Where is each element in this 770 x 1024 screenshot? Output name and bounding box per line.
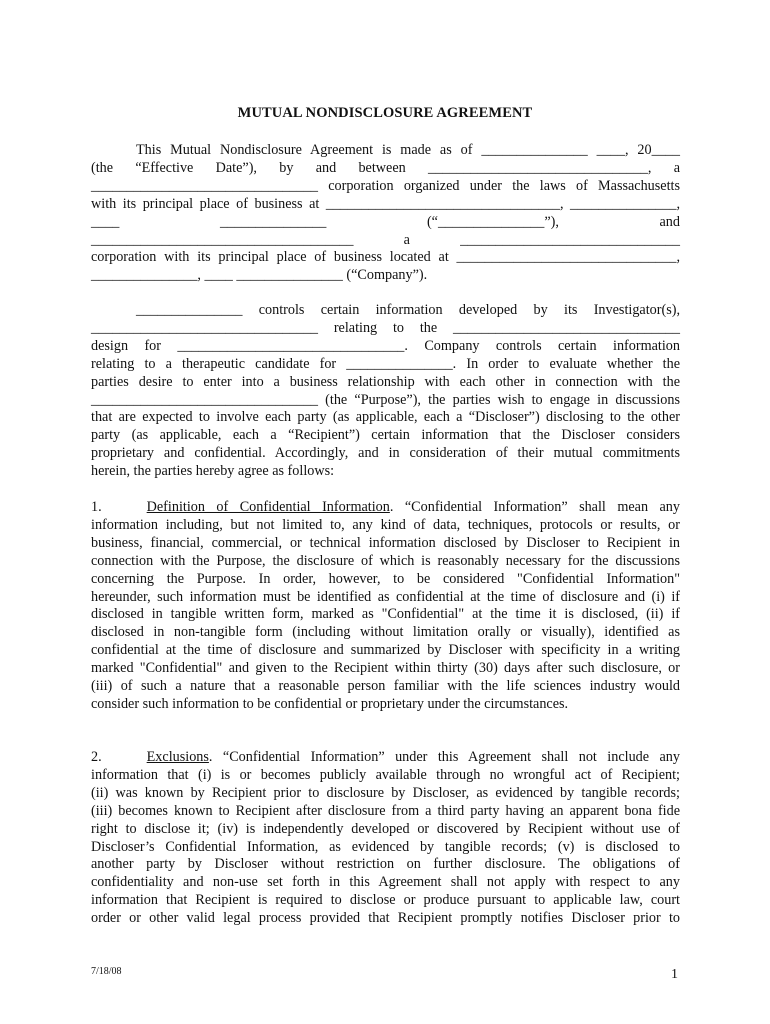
purpose-line: _______________ controls certain information developed by its Investigator(s), bbox=[136, 302, 680, 318]
intro-line: corporation with its principal place of business located at _______________________________, bbox=[91, 249, 680, 266]
section-2-line: another party by Discloser without restriction on further disclosure. The obligations of bbox=[91, 856, 680, 873]
section-2-line: information that Recipient is required to disclose or produce pursuant to applicable law, court bbox=[91, 892, 680, 909]
section-2-first-line bbox=[91, 749, 680, 767]
section-2-line: information that (i) is or becomes publicly available through no wrongful act of Recipient; bbox=[91, 766, 680, 783]
purpose-line: ________________________________ (the “Purpose”), the parties wish to engage in discussions bbox=[91, 391, 680, 408]
intro-line: ____ _______________ (“_______________”), and bbox=[91, 213, 680, 230]
intro-line: _____________________________________ a _______________________________ bbox=[91, 231, 680, 248]
purpose-line: relating to a therapeutic candidate for _______________. In order to evaluate whether the bbox=[91, 355, 680, 372]
section-2-line: confidentiality and non-use set forth in this Agreement shall not apply with respect to any bbox=[91, 874, 680, 891]
section-1-number: 1. bbox=[91, 499, 102, 515]
intro-line: _______________, ____ _______________ (“Company”). bbox=[91, 267, 428, 284]
section-1-heading: Definition of Confidential Information bbox=[146, 499, 390, 515]
purpose-line: herein, the parties hereby agree as follows: bbox=[91, 463, 335, 480]
purpose-line: proprietary and confidential. Accordingly, and in consideration of their mutual commitments bbox=[91, 445, 680, 462]
section-1-first-line-text: . “Confidential Information” shall mean any bbox=[389, 499, 680, 515]
intro-line: with its principal place of business at _________________________________, _______________, bbox=[91, 195, 680, 212]
section-1-line: consider such information to be confidential or proprietary under the circumstances. bbox=[91, 695, 569, 712]
purpose-line: that are expected to involve each party (as applicable, each a “Discloser”) disclosing to the other bbox=[91, 409, 680, 426]
document-title: MUTUAL NONDISCLOSURE AGREEMENT bbox=[237, 105, 533, 121]
section-2 bbox=[91, 749, 680, 928]
intro-line: (the “Effective Date”), by and between _______________________________, a bbox=[91, 159, 680, 176]
section-2-line: right to disclose it; (iv) is independently developed or discovered by Recipient without use of bbox=[91, 820, 680, 837]
section-1-line: (iii) of such a nature that a reasonable person familiar with the life sciences industry would bbox=[91, 678, 680, 695]
section-2-line: (ii) was known by Recipient prior to disclosure by Discloser, as evidenced by tangible records; bbox=[91, 784, 680, 801]
purpose-paragraph bbox=[91, 302, 680, 481]
purpose-line: ________________________________ relating to the ________________________________ bbox=[91, 319, 680, 336]
intro-line: ________________________________ corporation organized under the laws of Massachusetts bbox=[91, 177, 680, 194]
section-1-line: confidential at the time of disclosure and summarized by Discloser with specificity in a writing bbox=[91, 642, 680, 659]
section-1-line: concerning the Purpose. In order, however, to be considered "Confidential Information" bbox=[91, 570, 680, 587]
footer-date: 7/18/08 bbox=[91, 966, 122, 977]
section-2-first-line-text: . “Confidential Information” under this Agreement shall not include any bbox=[208, 749, 680, 765]
section-1-line: disclosed in non-tangible form (including without limitation orally or visually), identified as bbox=[91, 624, 680, 641]
section-2-line: order or other valid legal process provided that Recipient promptly notifies Discloser prior to bbox=[91, 910, 680, 927]
page-number: 1 bbox=[671, 967, 678, 982]
section-1-first-line bbox=[91, 499, 680, 517]
section-2-heading: Exclusions bbox=[146, 749, 209, 765]
section-1-line: information including, but not limited to, any kind of data, techniques, protocols or results, or bbox=[91, 516, 680, 533]
section-2-number: 2. bbox=[91, 749, 102, 765]
purpose-line: party (as applicable, each a “Recipient”) certain information that the Discloser considers bbox=[91, 427, 680, 444]
section-1 bbox=[91, 499, 680, 714]
intro-paragraph bbox=[91, 142, 680, 285]
intro-line: This Mutual Nondisclosure Agreement is made as of _______________ ____, 20____ bbox=[136, 142, 680, 158]
section-1-line: business, financial, commercial, or technical information disclosed by Discloser to Recipient in bbox=[91, 534, 680, 551]
section-2-line: (iii) becomes known to Recipient after disclosure from a third party having an apparent bona fide bbox=[91, 802, 680, 819]
section-1-line: marked "Confidential" and given to the Recipient within thirty (30) days after such disclosure, or bbox=[91, 660, 680, 677]
purpose-line: design for ________________________________. Company controls certain information bbox=[91, 337, 680, 354]
section-1-line: hereunder, such information must be identified as confidential at the time of disclosure and (i) if bbox=[91, 588, 680, 605]
section-1-line: disclosed in tangible written form, marked as "Confidential" at the time it is disclosed, (ii) if bbox=[91, 606, 680, 623]
section-2-line: Discloser’s Confidential Information, as evidenced by tangible records; (v) is disclosed to bbox=[91, 838, 680, 855]
purpose-line: parties desire to enter into a business relationship with each other in connection with the bbox=[91, 373, 680, 390]
section-1-line: connection with the Purpose, the disclosure of which is reasonably necessary for the discussions bbox=[91, 552, 680, 569]
